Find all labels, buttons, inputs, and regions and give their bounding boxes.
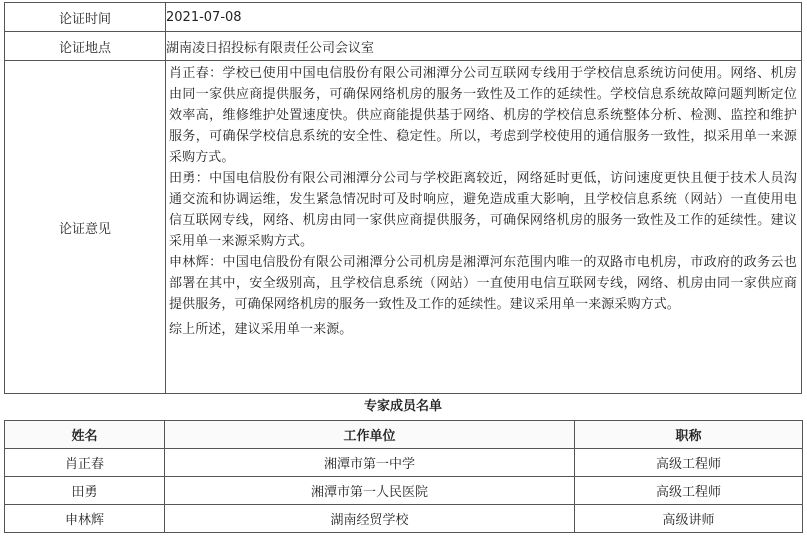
member-title: 高级讲师 (575, 505, 803, 533)
review-date-label: 论证时间 (5, 3, 166, 32)
opinion-paragraph-tian: 田勇：中国电信股份有限公司湘潭分公司与学校距离较近，网络延时更低，访问速度更快且便于技术人员沟通交流和协调运维，发生紧急情况时可及时响应，避免造成重大影响，且学校信息系统（网站）一直使用电信互联网专线，网络、机房由同一家供应商提供服务，可确保网络机房的服务一致性及工作的延续性。建议采用单一来源采购方式。 (169, 171, 797, 249)
expert-members-table (4, 420, 803, 533)
member-employer: 湘潭市第一人民医院 (165, 477, 575, 505)
review-opinion-row (5, 61, 802, 394)
table-row (5, 505, 803, 533)
expert-members-title: 专家成员名单 (363, 399, 442, 414)
column-header-name: 姓名 (5, 421, 165, 449)
table-row (5, 449, 803, 477)
review-location-row (5, 32, 802, 61)
opinion-paragraph-shen: 申林辉：中国电信股份有限公司湘潭分公司机房是湘潭河东范围内唯一的双路市电机房，市政府的政务云也部署在其中，安全级别高，且学校信息系统（网站）一直使用电信互联网专线，网络、机房由同一家供应商提供服务，可确保网络机房的服务一致性及工作的延续性。建议采用单一来源采购方式。 (169, 255, 797, 312)
member-name: 肖正春 (5, 449, 165, 477)
review-opinion-value (166, 61, 802, 394)
review-date-value: 2021-07-08 (166, 3, 802, 32)
member-name: 申林辉 (5, 505, 165, 533)
review-date-row (5, 3, 802, 32)
column-header-title: 职称 (575, 421, 803, 449)
column-header-employer: 工作单位 (165, 421, 575, 449)
review-location-label: 论证地点 (5, 32, 166, 61)
member-name: 田勇 (5, 477, 165, 505)
review-opinion-label: 论证意见 (5, 61, 166, 394)
opinion-conclusion: 综上所述，建议采用单一来源。 (169, 322, 353, 337)
members-header-row (5, 421, 803, 449)
member-employer: 湖南经贸学校 (165, 505, 575, 533)
member-title: 高级工程师 (575, 477, 803, 505)
member-title: 高级工程师 (575, 449, 803, 477)
opinion-paragraph-xiao: 肖正春：学校已使用中国电信股份有限公司湘潭分公司互联网专线用于学校信息系统访问使用。网络、机房由同一家供应商提供服务，可确保网络机房的服务一致性及工作的延续性。学校信息系统故障问题判断定位效率高，维修维护处置速度快。供应商能提供基于网络、机房的学校信息系统整体分析、检测、监控和维护服务，可确保学校信息系统的安全性、稳定性。所以，考虑到学校使用的通信服务一致性，拟采用单一来源采购方式。 (169, 66, 797, 165)
review-info-table (4, 2, 802, 394)
review-location-value: 湖南凌日招投标有限责任公司会议室 (166, 32, 802, 61)
table-row (5, 477, 803, 505)
member-employer: 湘潭市第一中学 (165, 449, 575, 477)
